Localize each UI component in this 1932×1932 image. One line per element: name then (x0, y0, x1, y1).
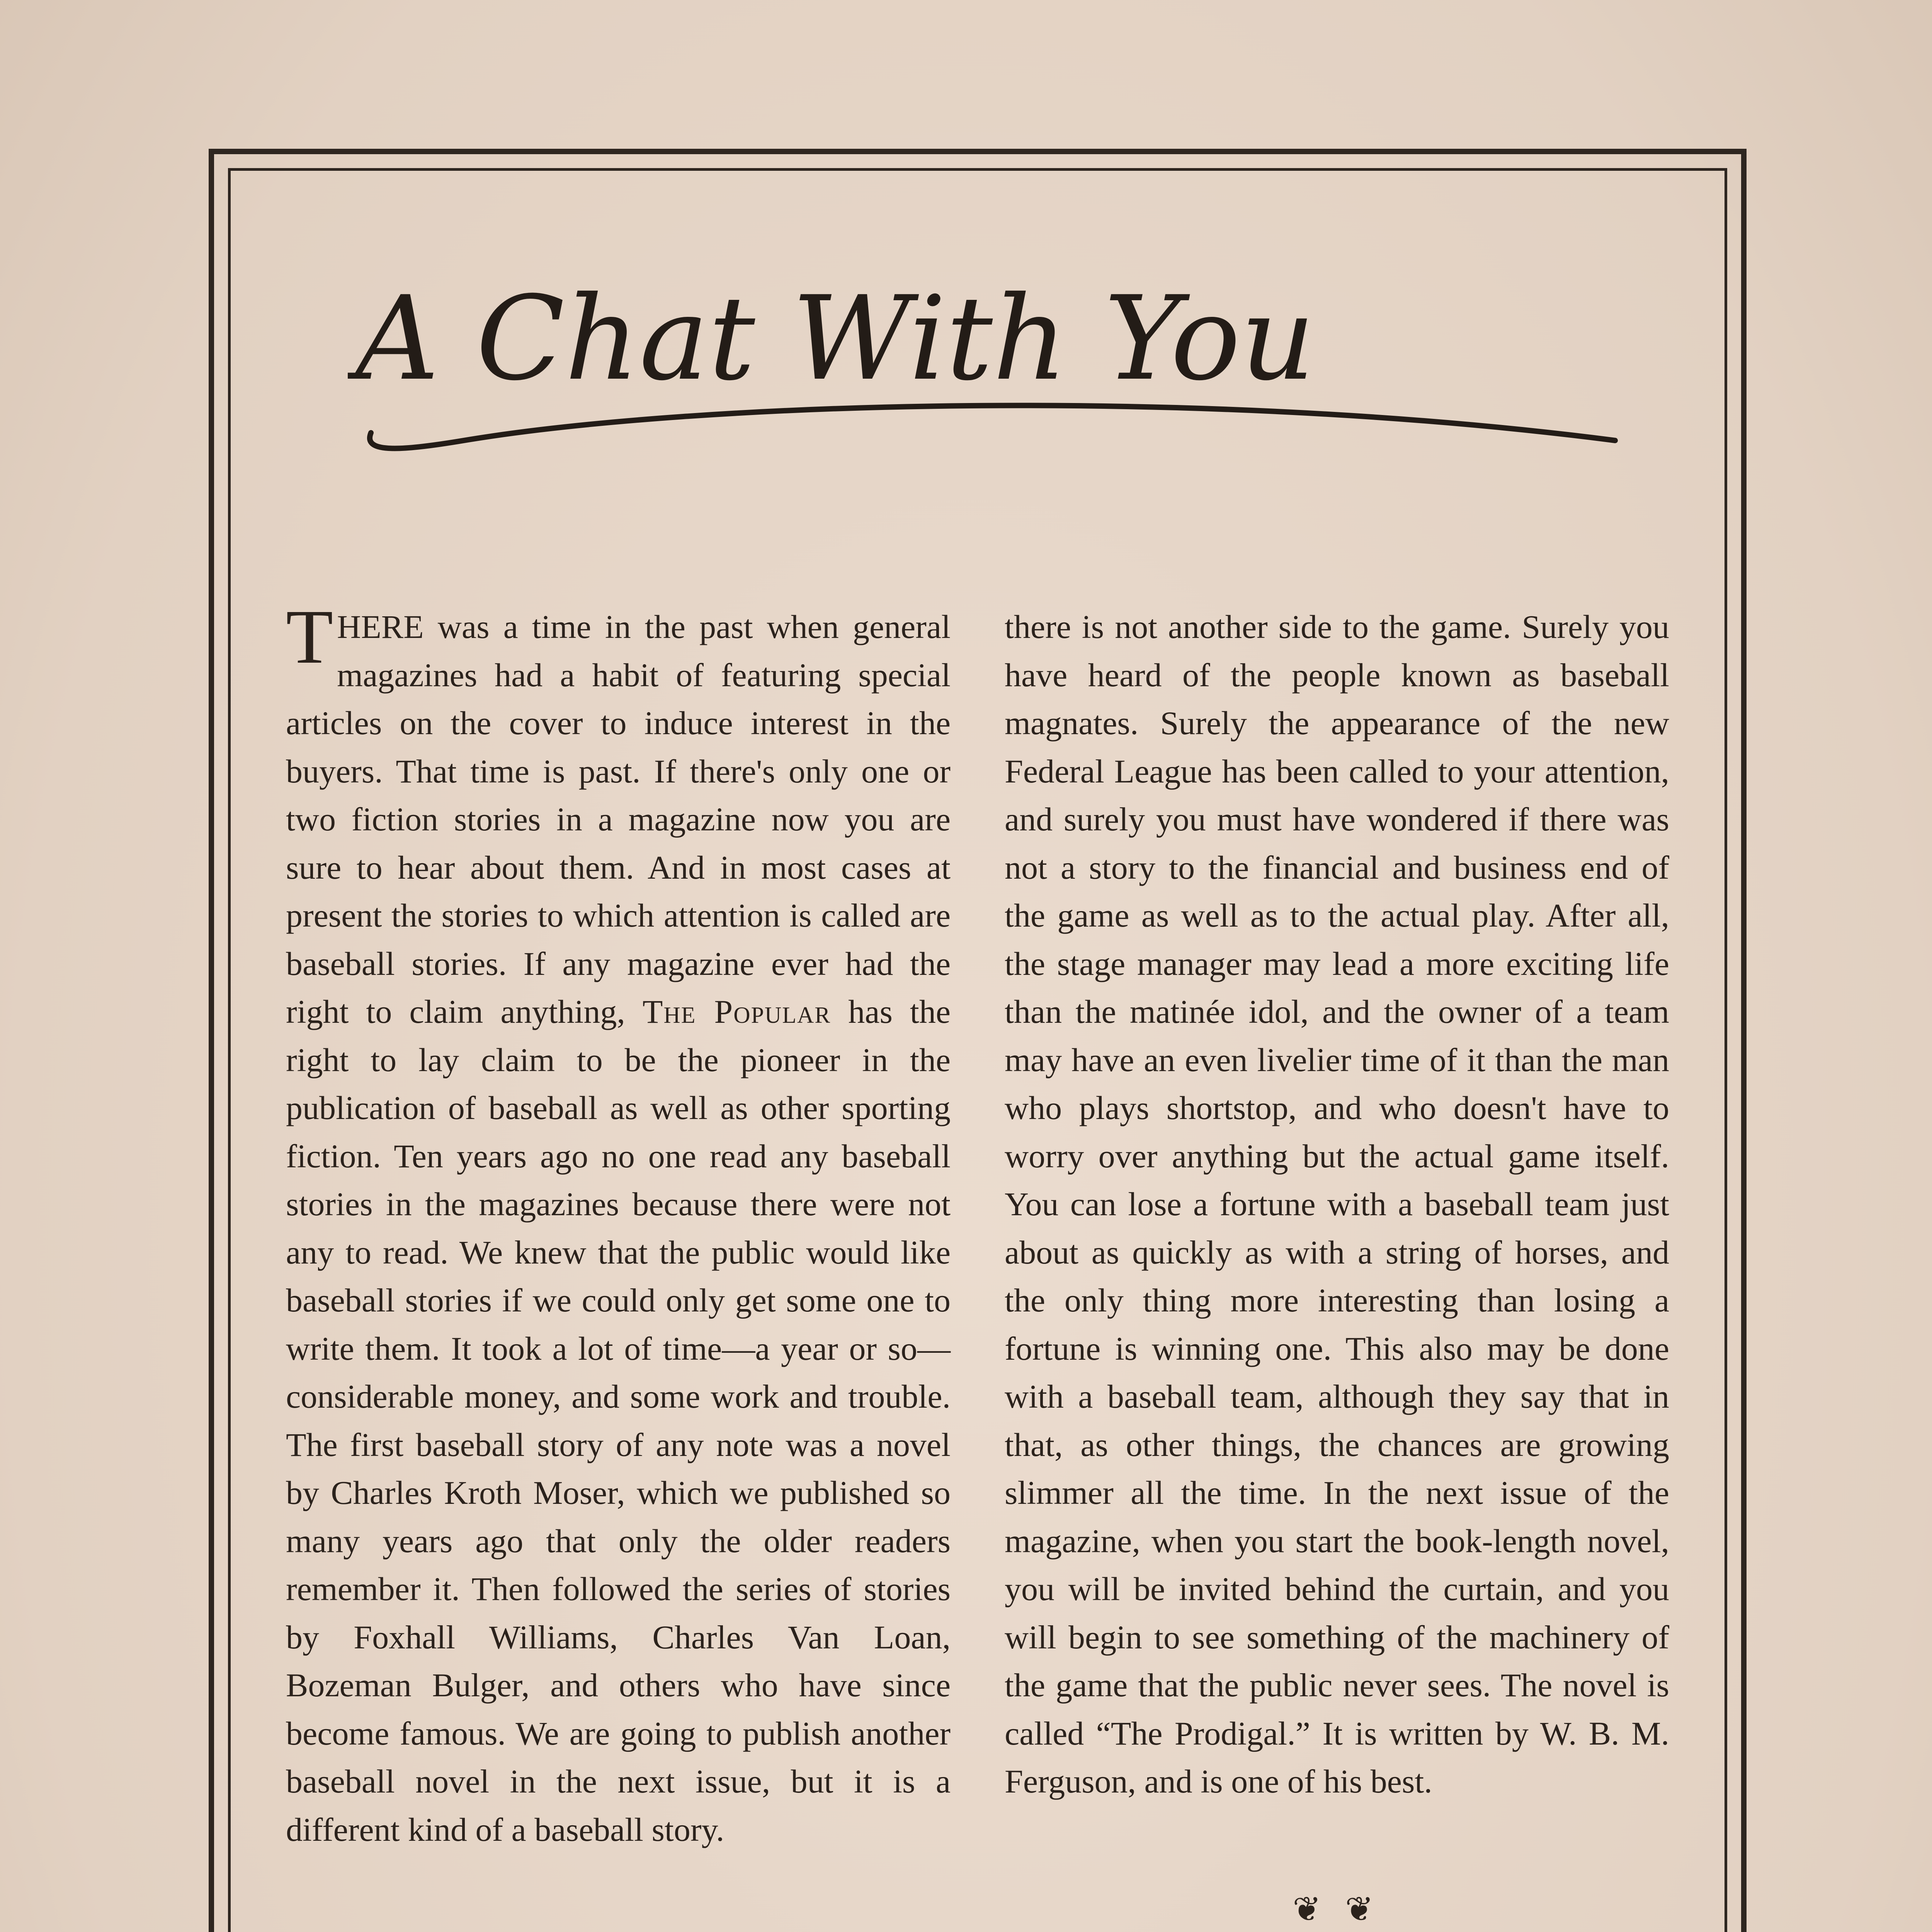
right-column (1005, 603, 1669, 1932)
left-paragraph-1 (286, 594, 951, 1854)
leaf-ornament-divider: ❦ ❦ (1293, 1891, 1381, 1929)
page-title-header (348, 270, 1623, 464)
leaf-ornament-divider (286, 1900, 951, 1932)
right-paragraph-1: there is not another side to the game. Surely you have heard of the people known as baseball magnates. Surely the appearance of the new Federal League has been called to your attention, and surely you must have wondered if there was not a story to the financial and business end of the game as well as to the actual play. After all, the stage manager may lead a more exciting life than the matinée idol, and the owner of a team may have an even livelier time of it than the man who plays shortstop, and who doesn't have to worry over anything but the actual game itself. You can lose a fortune with a baseball team just about as quickly as with a string of horses, and the only thing more interesting than losing a fortune is winning one. This also may be done with a baseball team, although they say that in that, as other things, the chances are growing slimmer all the time. In the next issue of the magazine, when you start the book-length novel, you will be invited behind the curtain, and you will begin to see something of the machinery of the game that the public never sees. The novel is called “The Prodigal.” It is written by W. B. M. Ferguson, and is one of his best. (1005, 608, 1669, 1800)
magazine-name: The Popular (642, 993, 831, 1030)
left-paragraph-1-text-b: has the right to lay claim to be the pioneer in the publication of baseball as well as other sporting fiction. Ten years ago no one read any baseball stories in the magazines because there were not any to read. We knew that the public would like baseball stories if we could only get some one to write them. It took a lot of time—a year or so—considerable money, and some work and trouble. The first baseball story of any note was a novel by Charles Kroth Moser, which we published so many years ago that only the older readers remember it. Then followed the series of stories by Foxhall Williams, Charles Van Loan, Bozeman Bulger, and others who have since become famous. We are going to publish another baseball novel in the next issue, but it is a different kind of a baseball story. (286, 993, 951, 1848)
drop-cap-t: T (286, 594, 333, 680)
title-script-svg (348, 270, 1623, 464)
title-flourish-underline (370, 405, 1615, 448)
left-paragraph-1-text-a: HERE was a time in the past when general magazines had a habit of featuring special articles on the cover to induce interest in the buyers. That time is past. If there's only one or two fiction stories in a magazine now you are sure to hear about them. And in most cases at present the stories to which attention is called are baseball stories. If any magazine ever had the right to claim anything, (286, 608, 951, 1030)
page-title: A Chat With You (355, 271, 1315, 406)
left-column (286, 594, 951, 1932)
